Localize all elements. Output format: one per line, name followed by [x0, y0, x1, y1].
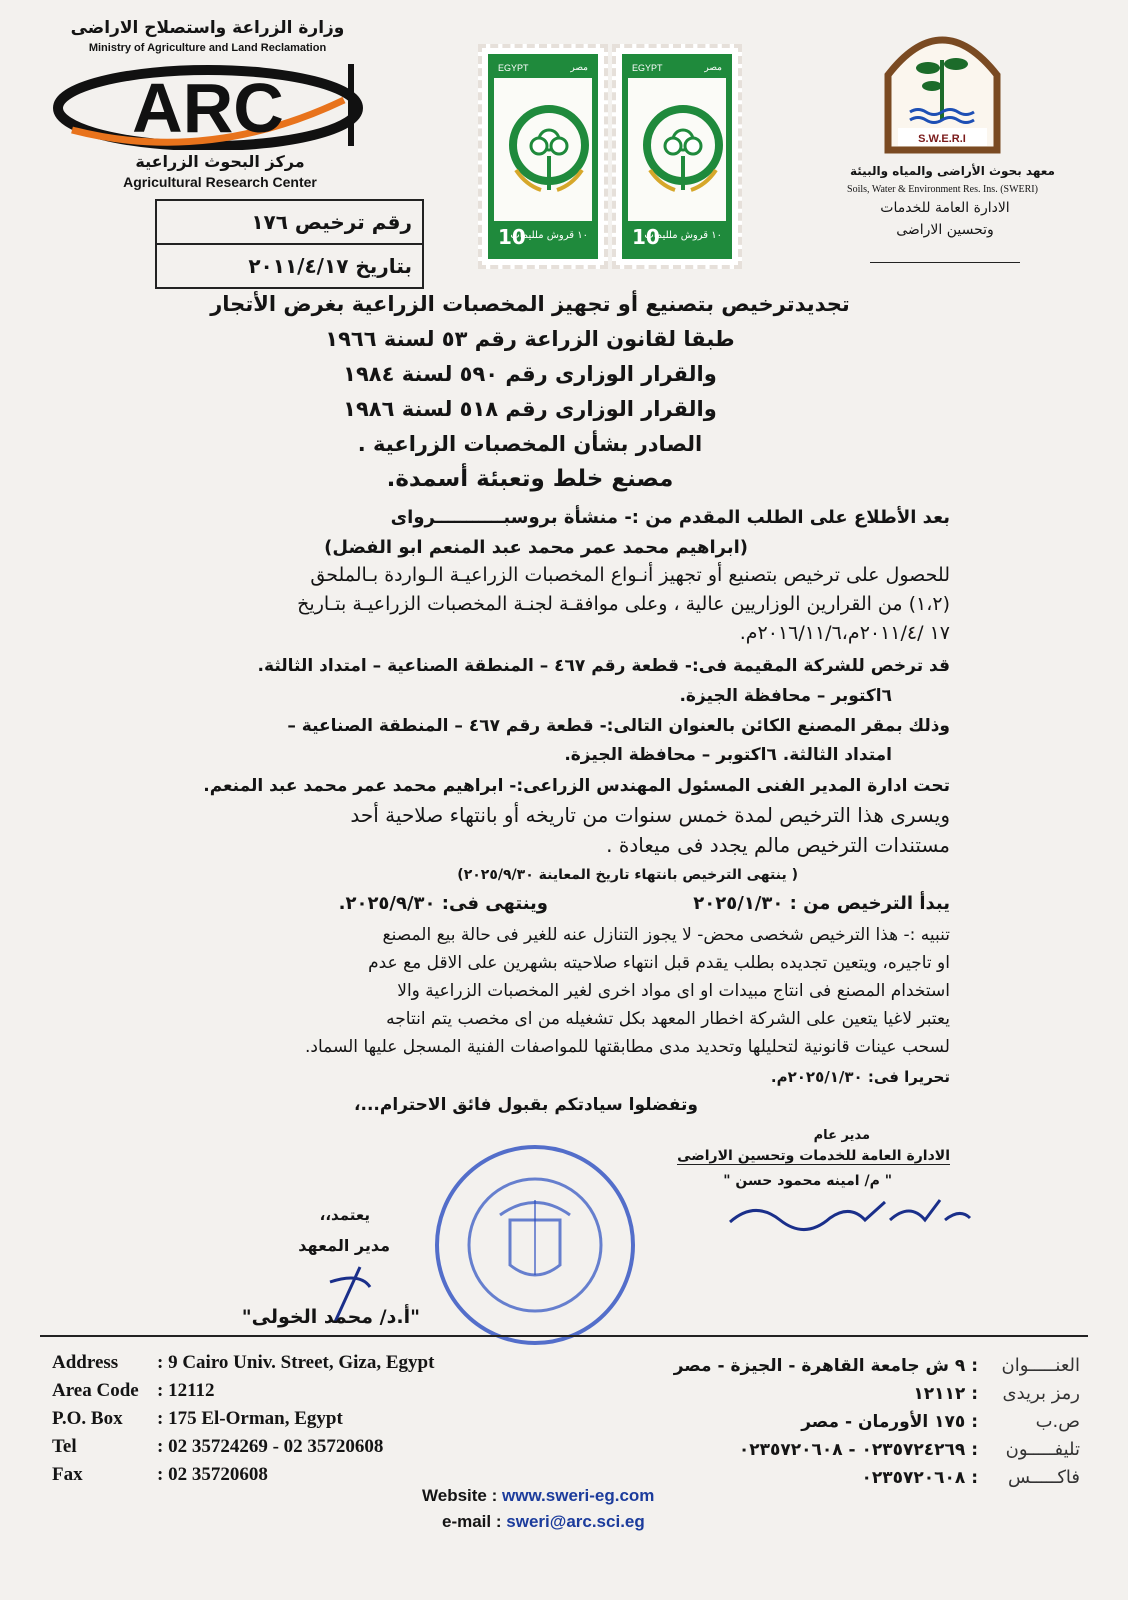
- body-p3-line-2: ٦اكتوبر – محافظة الجيزة.: [679, 686, 892, 706]
- stamp-value: 10: [632, 225, 660, 249]
- gm-signature: [725, 1190, 975, 1240]
- title-line-5: الصادر بشأن المخصبات الزراعية .: [357, 432, 703, 456]
- footer-tel-value-ar: : ٠٢٣٥٧٢٤٢٦٩ - ٠٢٣٥٧٢٠٦٠٨: [738, 1440, 978, 1460]
- issue-date: تحريرا فى: ٢٠٢٥/١/٣٠م.: [770, 1068, 950, 1086]
- body-p2-line-1: للحصول على ترخيص بتصنيع أو تجهيز أنـواع المخصبات الزراعيـة الـواردة بـالملحق: [310, 564, 950, 586]
- body-request: بعد الأطلاع على الطلب المقدم من :- منشأة بروسبـــــــــــرواى: [390, 507, 950, 528]
- body-warning-line-5: لسحب عينات قانونية لتحليلها وتحديد مدى مطابقتها للمواصفات الفنية المسجل عليها السماد.: [304, 1037, 950, 1057]
- license-box: [155, 199, 424, 289]
- title-line-3: والقرار الوزارى رقم ٥٩٠ لسنة ١٩٨٤: [343, 362, 717, 386]
- body-applicant-name: (ابراهيم محمد عمر محمد عبد المنعم ابو الفضل): [324, 537, 748, 558]
- arc-name-en: Agricultural Research Center: [123, 174, 317, 190]
- title-line-2: طبقا لقانون الزراعة رقم ٥٣ لسنة ١٩٦٦: [325, 327, 735, 351]
- sweri-logo: [880, 20, 1005, 155]
- body-warning-line-2: او تاجيره، ويتعين تجديده بطلب يقدم قبل انتهاء صلاحيته بشهرين على الاقل مع عدم: [368, 953, 950, 973]
- website-label: Website :: [422, 1486, 498, 1505]
- approval-label: يعتمد،،: [319, 1206, 370, 1224]
- official-seal: [430, 1140, 640, 1350]
- license-date: بتاريخ ٢٠١١/٤/١٧: [157, 243, 422, 287]
- body-warning-line-3: استخدام المصنع فى انتاج مبيدات او اى مواد اخرى لغير المخصبات الزراعية والا: [397, 981, 950, 1001]
- body-p4-line-2: امتداد الثالثة. ٦اكتوبر – محافظة الجيزة.: [564, 745, 892, 765]
- sweri-name-ar: معهد بحوث الأراضى والمياه والبيئة: [850, 164, 1055, 178]
- footer-tel-label: Tel: [52, 1436, 77, 1457]
- footer-area-code-value: : 12112: [157, 1380, 215, 1401]
- ministry-name-en: Ministry of Agriculture and Land Reclamation: [88, 42, 327, 54]
- arc-logo-text: ARC: [132, 69, 284, 147]
- director-name: "أ.د/ محمد الخولى": [241, 1306, 420, 1328]
- admin-line-2: وتحسين الاراضى: [896, 222, 994, 238]
- title-line-1: تجديدترخيص بتصنيع أو تجهيز المخصبات الزراعية بغرض الأتجار: [210, 292, 850, 316]
- footer-address-label: Address: [52, 1352, 119, 1373]
- stamp-country: EGYPT: [632, 63, 663, 73]
- gm-name: " م/ امينه محمود حسن ": [723, 1173, 892, 1189]
- stamp-value: 10: [498, 225, 526, 249]
- footer-po-label-ar: ص.ب: [1035, 1411, 1080, 1432]
- stamp-country-ar: مصر: [704, 62, 722, 72]
- cotton-emblem-icon: [640, 100, 726, 200]
- title-line-6: مصنع خلط وتعبئة أسمدة.: [386, 466, 674, 492]
- footer-po-box-value: : 175 El-Orman, Egypt: [157, 1408, 343, 1429]
- title-line-4: والقرار الوزارى رقم ٥١٨ لسنة ١٩٨٦: [343, 397, 717, 421]
- sweri-logo-text: S.W.E.R.I: [918, 133, 966, 145]
- footer-po-box-label: P.O. Box: [52, 1408, 123, 1429]
- footer-tel-label-ar: تليفـــــون: [1005, 1439, 1080, 1460]
- revenue-stamp: [612, 44, 742, 269]
- body-p4-line-1: وذلك بمقر المصنع الكائن بالعنوان التالى:- قطعة رقم ٤٦٧ – المنطقة الصناعية –: [287, 716, 950, 736]
- footer-po-value-ar: : ١٧٥ الأورمان - مصر: [801, 1412, 978, 1432]
- footer-postal-label-ar: رمز بريدى: [1002, 1383, 1080, 1404]
- license-number: رقم ترخيص ١٧٦: [251, 210, 412, 234]
- admin-line-1: الادارة العامة للخدمات: [880, 200, 1010, 216]
- closing-greeting: وتفضلوا سيادتكم بقبول فائق الاحترام...،: [354, 1095, 698, 1115]
- gm-title: مدير عام: [813, 1128, 870, 1143]
- body-p6-line-2: مستندات الترخيص مالم يجدد فى ميعادة .: [606, 833, 950, 857]
- footer-fax-value-ar: : ٠٢٣٥٧٢٠٦٠٨: [861, 1468, 978, 1488]
- ministry-name-ar: وزارة الزراعة واستصلاح الاراضى: [70, 18, 345, 38]
- body-expiry-note: ( ينتهى الترخيص بانتهاء تاريخ المعاينة ٢٠٢٥/٩/٣٠): [457, 867, 798, 883]
- footer-tel-value: : 02 35724269 - 02 35720608: [157, 1436, 384, 1457]
- email-label: e-mail :: [442, 1512, 502, 1531]
- footer-address-label-ar: العنـــــوان: [1001, 1355, 1080, 1376]
- footer-address-value-ar: : ٩ ش جامعة القاهرة - الجيزة - مصر: [673, 1356, 978, 1376]
- stamp-value-ar: ١٠ قروش ملليمات: [644, 230, 722, 241]
- body-warning-line-1: تنبيه :- هذا الترخيص شخصى محض- لا يجوز التنازل عنه للغير فى حالة بيع المصنع: [382, 925, 950, 945]
- email-link[interactable]: sweri@arc.sci.eg: [506, 1512, 645, 1531]
- sweri-name-en: Soils, Water & Environment Res. Ins. (SWERI): [847, 184, 1038, 195]
- footer-fax-label: Fax: [52, 1464, 83, 1485]
- footer-email: [442, 1512, 645, 1532]
- footer-fax-value: : 02 35720608: [157, 1464, 268, 1485]
- stamp-value-ar: ١٠ قروش ملليمات: [510, 230, 588, 241]
- director-title: مدير المعهد: [298, 1236, 390, 1255]
- admin-underline: [870, 262, 1020, 263]
- footer-address-value: : 9 Cairo Univ. Street, Giza, Egypt: [157, 1352, 435, 1373]
- body-warning-line-4: يعتبر لاغيا يتعين على الشركة اخطار المعهد بكل تشغيله من اى مخصب يتم انتاجه: [386, 1009, 950, 1029]
- arc-name-ar: مركز البحوث الزراعية: [135, 152, 305, 171]
- body-p3-line-1: قد ترخص للشركة المقيمة فى:- قطعة رقم ٤٦٧ – المنطقة الصناعية – امتداد الثالثة.: [257, 656, 950, 676]
- footer-website: [422, 1486, 654, 1506]
- license-start: يبدأ الترخيص من : ٢٠٢٥/١/٣٠: [693, 893, 950, 914]
- footer-fax-label-ar: فاكـــــس: [1008, 1467, 1080, 1488]
- footer-postal-value-ar: : ١٢١١٢: [913, 1384, 978, 1404]
- body-p6-line-1: ويسرى هذا الترخيص لمدة خمس سنوات من تاريخه أو بانتهاء صلاحية أحد: [350, 803, 950, 827]
- gm-department: الادارة العامة للخدمات وتحسين الاراضى: [677, 1148, 950, 1164]
- license-end: وينتهى فى: ٢٠٢٥/٩/٣٠.: [338, 893, 548, 914]
- footer-divider: [40, 1335, 1088, 1337]
- body-p2-line-3: ١٧ /٢٠١١/٤م،٢٠١٦/١١/٦م.: [739, 622, 950, 644]
- revenue-stamp: [478, 44, 608, 269]
- body-p5: تحت ادارة المدير الفنى المسئول المهندس الزراعى:- ابراهيم محمد عمر محمد عبد المنعم.: [203, 776, 950, 796]
- cotton-emblem-icon: [506, 100, 592, 200]
- body-p2-line-2: (١،٢) من القرارين الوزاريين عالية ، وعلى موافقـة لجنـة المخصبات الزراعيـة بتـاريخ: [297, 593, 950, 615]
- arc-logo: [52, 60, 364, 150]
- footer-area-code-label: Area Code: [52, 1380, 139, 1401]
- website-link[interactable]: www.sweri-eg.com: [502, 1486, 655, 1505]
- stamp-country-ar: مصر: [570, 62, 588, 72]
- stamp-country: EGYPT: [498, 63, 529, 73]
